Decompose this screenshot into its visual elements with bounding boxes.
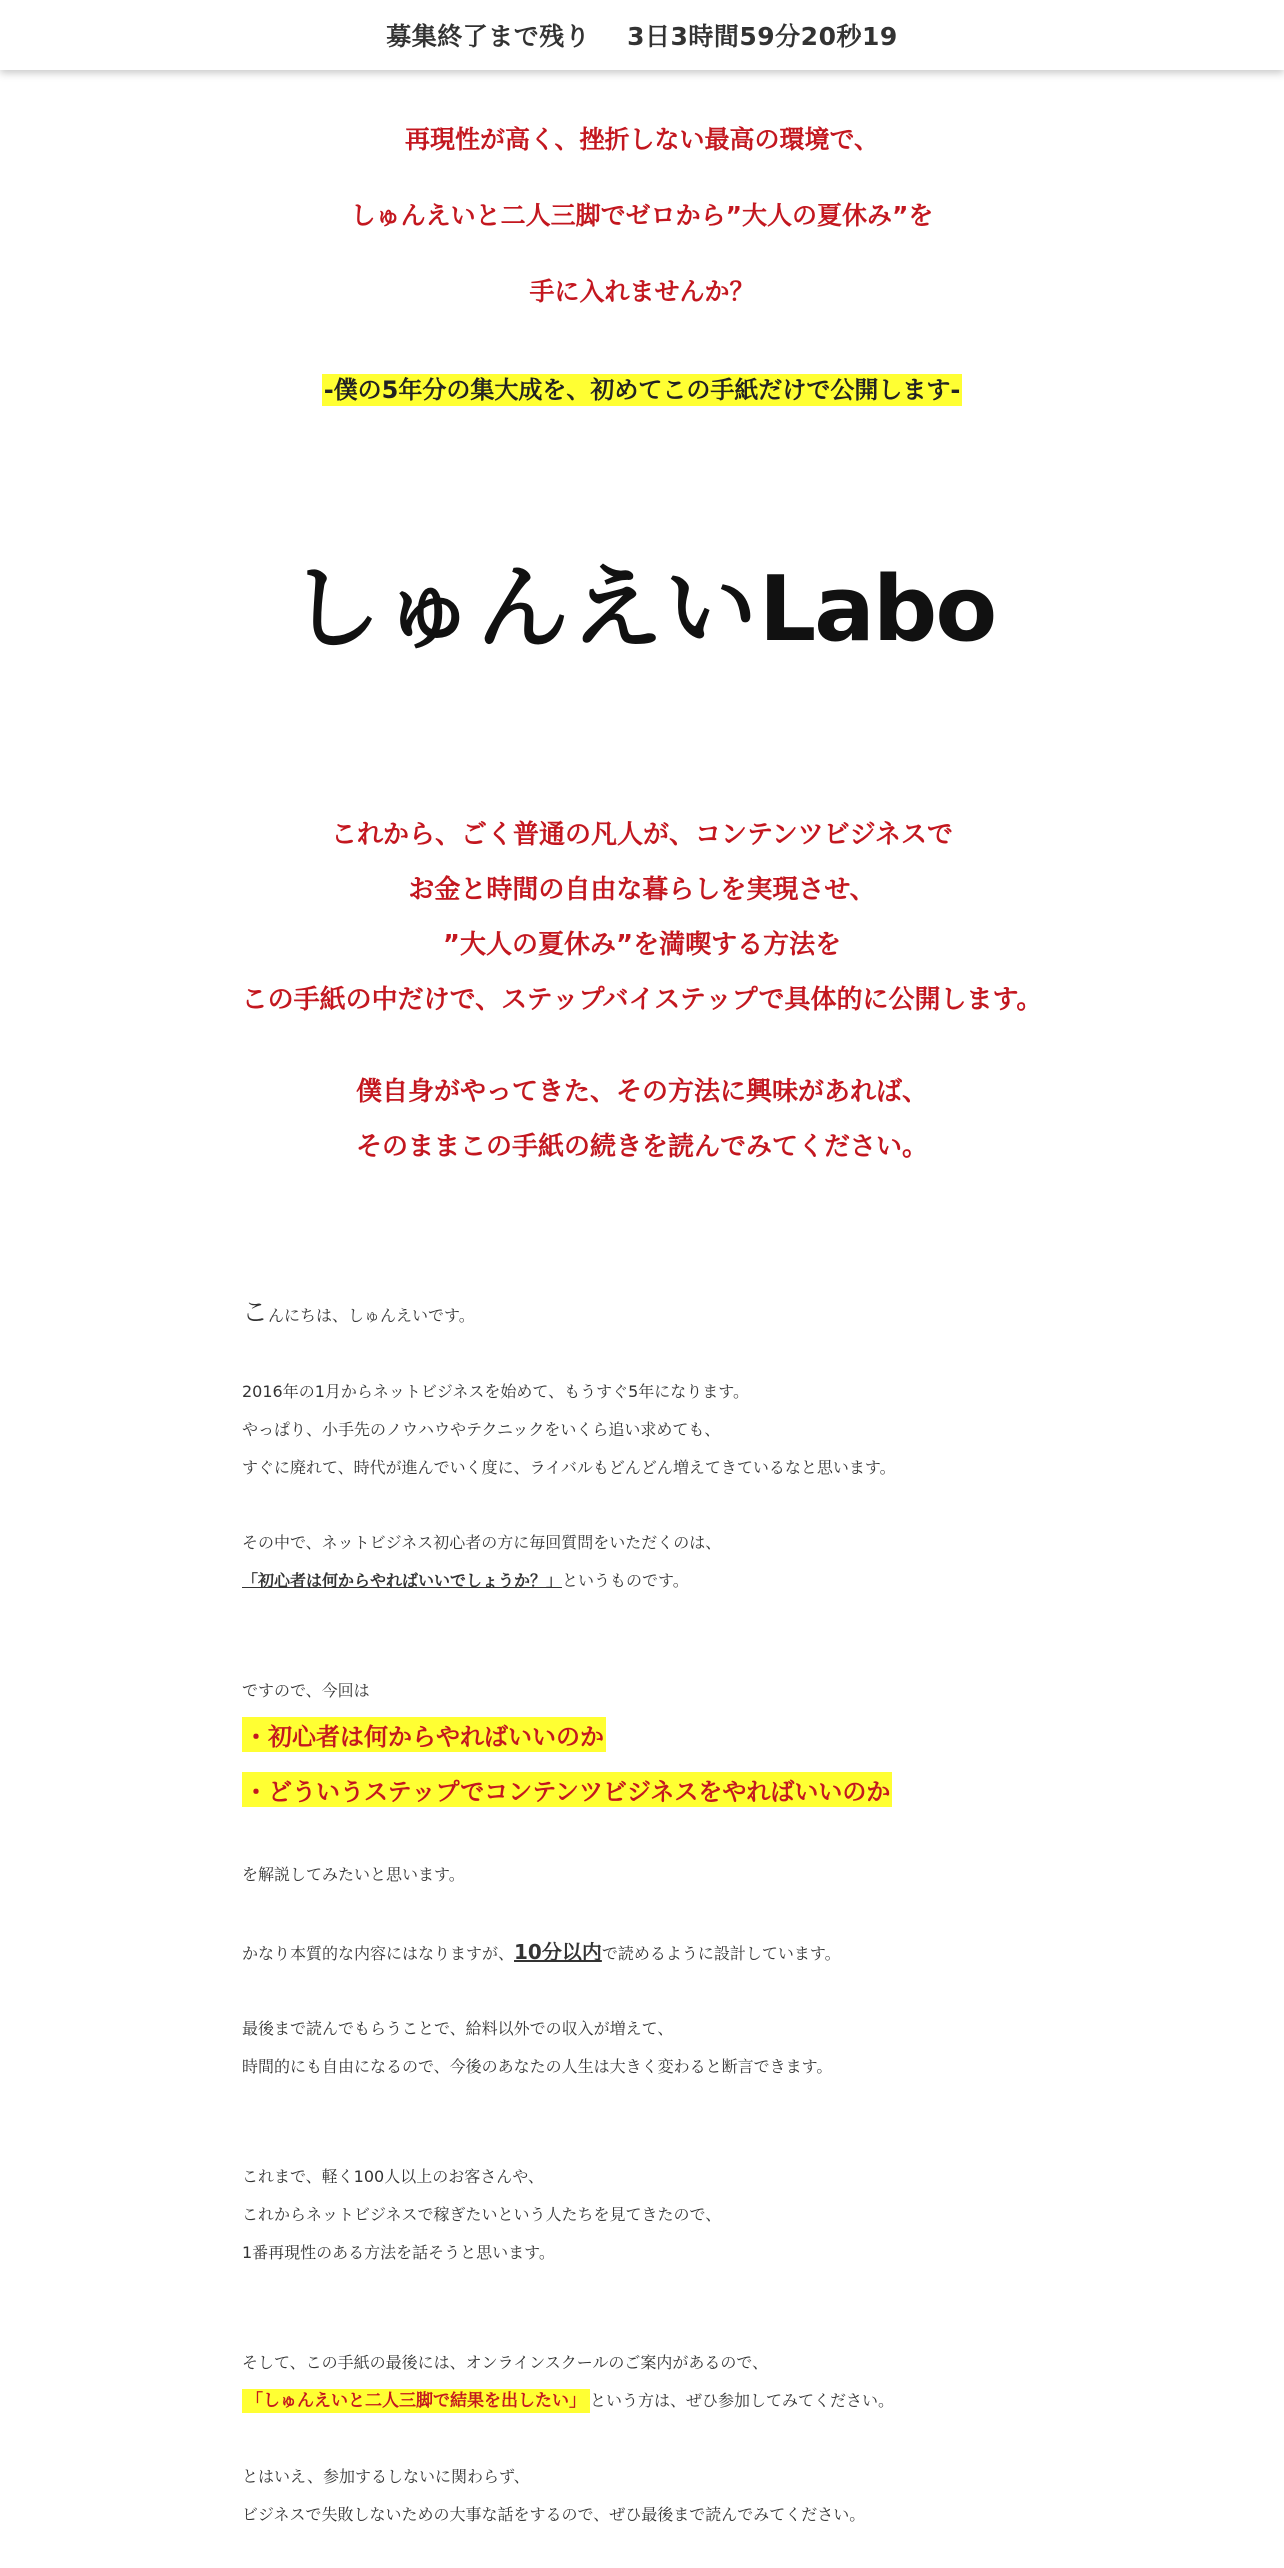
- p5-post: で読めるように設計しています。: [601, 1944, 841, 1963]
- countdown-minutes: 59分: [739, 22, 801, 51]
- p1-line-3: すぐに廃れて、時代が進んでいく度に、ライバルもどんどん増えてきているなと思います。: [242, 1458, 896, 1477]
- logo-kana: しゅんえい: [288, 554, 759, 662]
- greeting-first-char: こ: [242, 1298, 269, 1328]
- countdown-label: 募集終了まで残り: [386, 22, 591, 51]
- p9-line-1: とはいえ、参加するしないに関わらず、: [242, 2467, 530, 2486]
- p8-tail: という方は、ぜひ参加してみてください。: [590, 2391, 895, 2410]
- p2-line-1: その中で、ネットビジネス初心者の方に毎回質問をいただくのは、: [242, 1533, 722, 1552]
- intro2-line-1: 僕自身がやってきた、その方法に興味があれば、: [355, 1077, 928, 1107]
- countdown-days: 3日: [627, 22, 671, 51]
- hero-subhead: -僕の5年分の集大成を、初めてこの手紙だけで公開します-: [323, 376, 961, 404]
- logo-latin: Labo: [758, 557, 996, 662]
- intro2-line-2: そのままこの手紙の続きを読んでみてください。: [355, 1132, 928, 1162]
- p8-line-1: そして、この手紙の最後には、オンラインスクールのご案内があるので、: [242, 2353, 769, 2372]
- p3: ですので、今回は: [242, 1681, 370, 1700]
- point-2: ・どういうステップでコンテンツビジネスをやればいいのか: [242, 1772, 892, 1807]
- intro-line-3: ”大人の夏休み”を満喫する方法を: [442, 930, 842, 960]
- logo: [0, 535, 1284, 667]
- intro-line-2: お金と時間の自由な暮らしを実現させ、: [408, 875, 876, 905]
- p4: を解説してみたいと思います。: [242, 1865, 465, 1884]
- hero-subhead-wrap: [0, 370, 1284, 405]
- intro-line-1: これから、ごく普通の凡人が、コンテンツビジネスで: [331, 820, 953, 850]
- countdown-text: [386, 17, 898, 53]
- countdown-hours: 3時間: [670, 22, 740, 51]
- hero-line-3: 手に入れませんか？: [529, 277, 755, 306]
- p8-highlight: 「しゅんえいと二人三脚で結果を出したい」: [242, 2389, 590, 2413]
- p5-em: 10分以内: [514, 1940, 602, 1964]
- p1-line-1: 2016年の1月からネットビジネスを始めて、もうすぐ5年になります。: [242, 1382, 749, 1401]
- p2-line-2: [242, 1568, 689, 1591]
- intro-line-4: この手紙の中だけで、ステップバイステップで具体的に公開します。: [241, 985, 1043, 1015]
- p6-line-1: 最後まで読んでもらうことで、給料以外での収入が増えて、: [242, 2019, 674, 2038]
- p8-line-2: [242, 2386, 894, 2411]
- countdown-seconds: 20秒19: [800, 22, 898, 51]
- greeting: [242, 1292, 475, 1329]
- p7-line-1: これまで、軽く100人以上のお客さんや、: [242, 2167, 544, 2186]
- p9-line-2: ビジネスで失敗しないための大事な話をするので、ぜひ最後まで読んでみてください。: [242, 2505, 866, 2524]
- hero-line-1: 再現性が高く、挫折しない最高の環境で、: [404, 125, 879, 154]
- p7-line-3: 1番再現性のある方法を話そうと思います。: [242, 2243, 555, 2262]
- p5: [242, 1936, 841, 1965]
- greeting-rest: んにちは、しゅんえいです。: [268, 1306, 475, 1325]
- countdown-bar: [0, 0, 1284, 70]
- p7-line-2: これからネットビジネスで稼ぎたいという人たちを見てきたので、: [242, 2205, 722, 2224]
- hero-line-2: しゅんえいと二人三脚でゼロから”大人の夏休み”を: [350, 201, 934, 230]
- p5-pre: かなり本質的な内容にはなりますが、: [242, 1944, 515, 1963]
- p6-line-2: 時間的にも自由になるので、今後のあなたの人生は大きく変わると断言できます。: [242, 2057, 833, 2076]
- point-1: ・初心者は何からやればいいのか: [242, 1717, 606, 1752]
- p2-quote: 「初心者は何からやればいいでしょうか？」: [242, 1571, 563, 1590]
- p2-tail: というものです。: [562, 1571, 689, 1590]
- p1-line-2: やっぱり、小手先のノウハウやテクニックをいくら追い求めても、: [242, 1420, 721, 1439]
